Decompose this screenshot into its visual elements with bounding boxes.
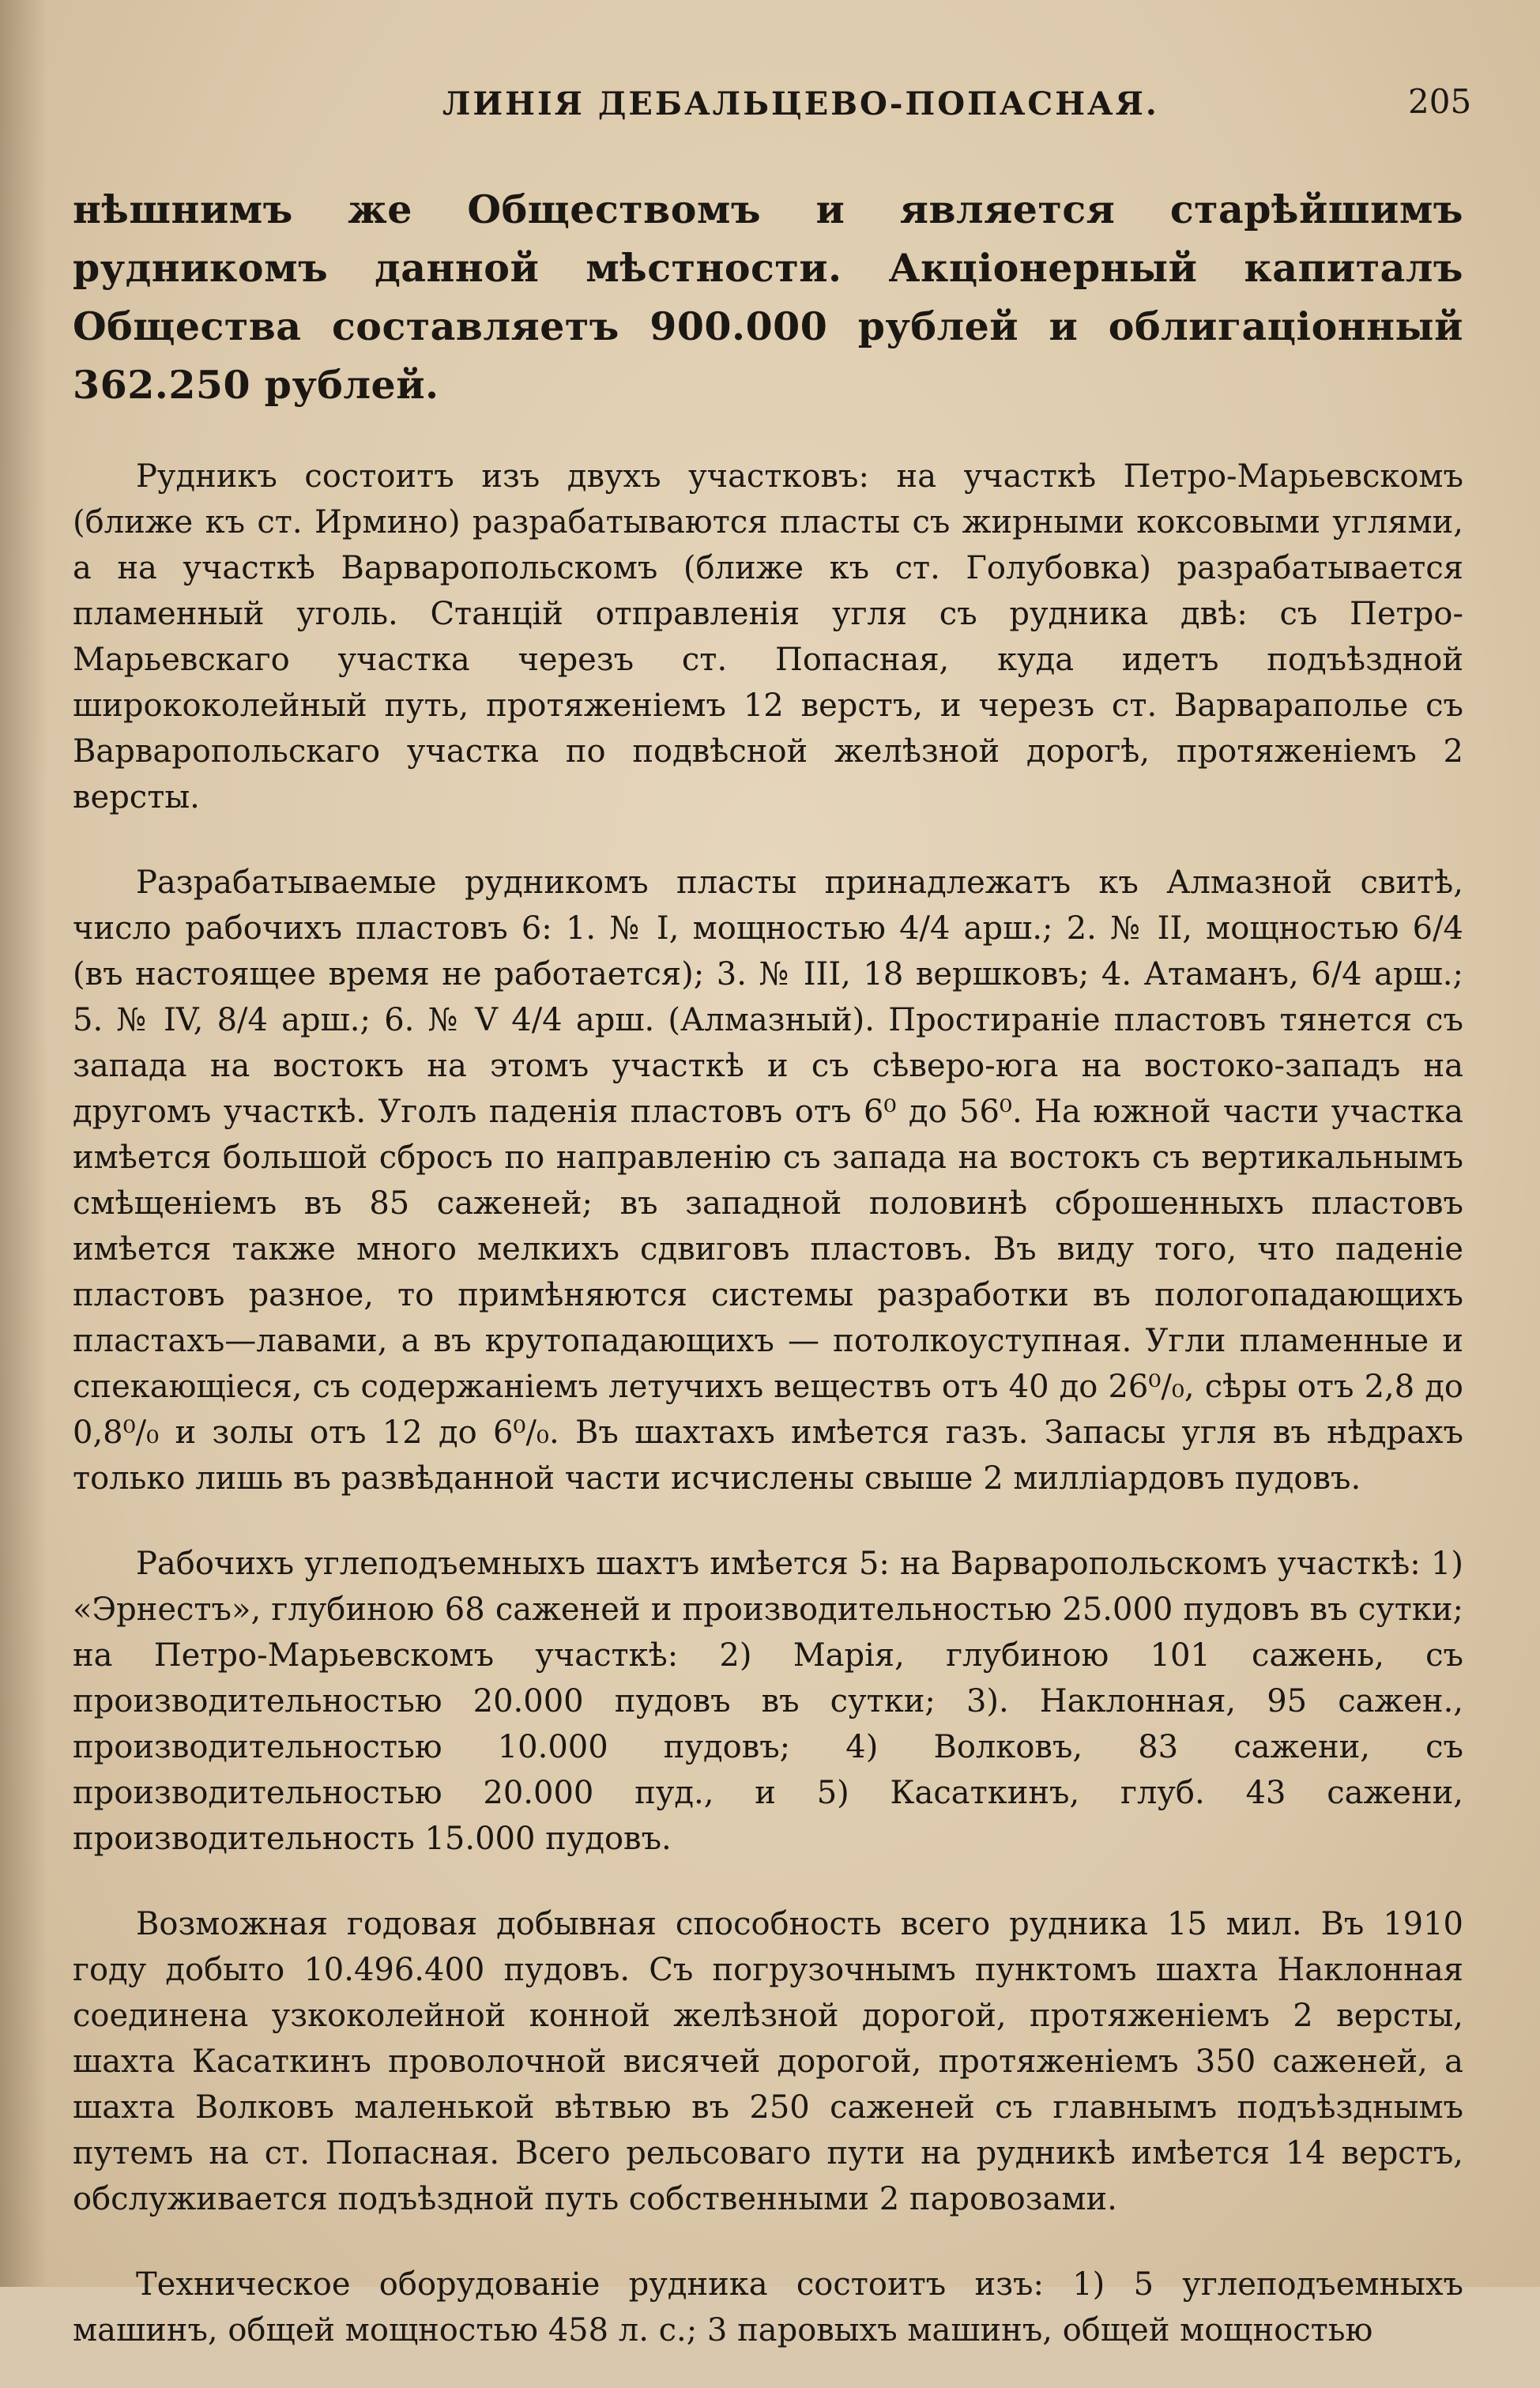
paragraph-output-transport: Возможная годовая добывная способность всего рудника 15 мил. Въ 1910 году добыто 10.496.400 пудовъ. Съ погрузочнымъ пунктомъ шахта Наклонная соединена узкоколейной конной желѣзной дорогой, протяженіемъ 2 версты, шахта Касаткинъ проволочной висячей дорогой, протяженіемъ 350 саженей, а шахта Волковъ маленькой вѣтвью въ 250 саженей съ главнымъ подъѣзднымъ путемъ на ст. Попасная. Всего рельсоваго пути на рудникѣ имѣется 14 верстъ, обслуживается подъѣздной путь собственными 2 паровозами. <box>73 1906 1463 2217</box>
paragraph-coal-seams: Разрабатываемые рудникомъ пласты принадлежатъ къ Алмазной свитѣ, число рабочихъ пластовъ 6: 1. № I, мощностью 4/4 арш.; 2. № II, мощностью 6/4 (въ настоящее время не работается); 3. № III, 18 вершковъ; 4. Атаманъ, 6/4 арш.; 5. № IV, 8/4 арш.; 6. № V 4/4 арш. (Алмазный). Простираніе пластовъ тянется съ запада на востокъ на этомъ участкѣ и съ сѣверо-юга на востоко-западъ на другомъ участкѣ. Уголъ паденія пластовъ отъ 6⁰ до 56⁰. На южной части участка имѣется большой сбросъ по направленію съ запада на востокъ съ вертикальнымъ смѣщеніемъ въ 85 саженей; въ западной половинѣ сброшенныхъ пластовъ имѣется также много мелкихъ сдвиговъ пластовъ. Въ виду того, что паденіе пластовъ разное, то примѣняются системы разработки въ пологопадающихъ пластахъ—лавами, а въ крутопадающихъ — потолкоуступная. Угли пламенные и спекающіеся, съ содержаніемъ летучихъ веществъ отъ 40 до 26⁰/₀, сѣры отъ 2,8 до 0,8⁰/₀ и золы отъ 12 до 6⁰/₀. Въ шахтахъ имѣется газъ. Запасы угля въ нѣдрахъ только лишь въ развѣданной части исчислены свыше 2 милліардовъ пудовъ. <box>73 864 1463 1497</box>
running-head-title: ЛИНІЯ ДЕБАЛЬЦЕВО-ПОПАСНАЯ. <box>442 85 1159 122</box>
binding-shadow <box>0 0 47 2287</box>
paragraph-equipment: Техническое оборудованіе рудника состоитъ изъ: 1) 5 углеподъемныхъ машинъ, общей мощностью 458 л. с.; 3 паровыхъ машинъ, общей мощностью <box>73 2266 1463 2348</box>
paragraph-mine-sections: Рудникъ состоитъ изъ двухъ участковъ: на участкѣ Петро-Марьевскомъ (ближе къ ст. Ирмино) разрабатываются пласты съ жирными коксовыми углями, а на участкѣ Варваропольскомъ (ближе къ ст. Голубовка) разрабатывается пламенный уголь. Станцій отправленія угля съ рудника двѣ: съ Петро-Марьевскаго участка черезъ ст. Попасная, куда идетъ подъѣздной ширококолейный путь, протяженіемъ 12 верстъ, и черезъ ст. Варвараполье съ Варваропольскаго участка по подвѣсной желѣзной дорогѣ, протяженіемъ 2 версты. <box>73 458 1463 815</box>
page-number: 205 <box>1408 82 1472 121</box>
paragraph-continuation: нѣшнимъ же Обществомъ и является старѣйшимъ рудникомъ данной мѣстности. Акціонерный капиталъ Общества составляетъ 900.000 рублей и облигаціонный 362.250 рублей. <box>73 186 1463 408</box>
paragraph-shafts: Рабочихъ углеподъемныхъ шахтъ имѣется 5: на Варваропольскомъ участкѣ: 1) «Эрнестъ», глубиною 68 саженей и производительностью 25.000 пудовъ въ сутки; на Петро-Марьевскомъ участкѣ: 2) Марія, глубиною 101 сажень, съ производительностью 20.000 пудовъ въ сутки; 3). Наклонная, 95 сажен., производительностью 10.000 пудовъ; 4) Волковъ, 83 сажени, съ производительностью 20.000 пуд., и 5) Касаткинъ, глуб. 43 сажени, производительность 15.000 пудовъ. <box>73 1546 1463 1857</box>
body-text <box>73 180 1463 2388</box>
running-head <box>0 82 1540 133</box>
